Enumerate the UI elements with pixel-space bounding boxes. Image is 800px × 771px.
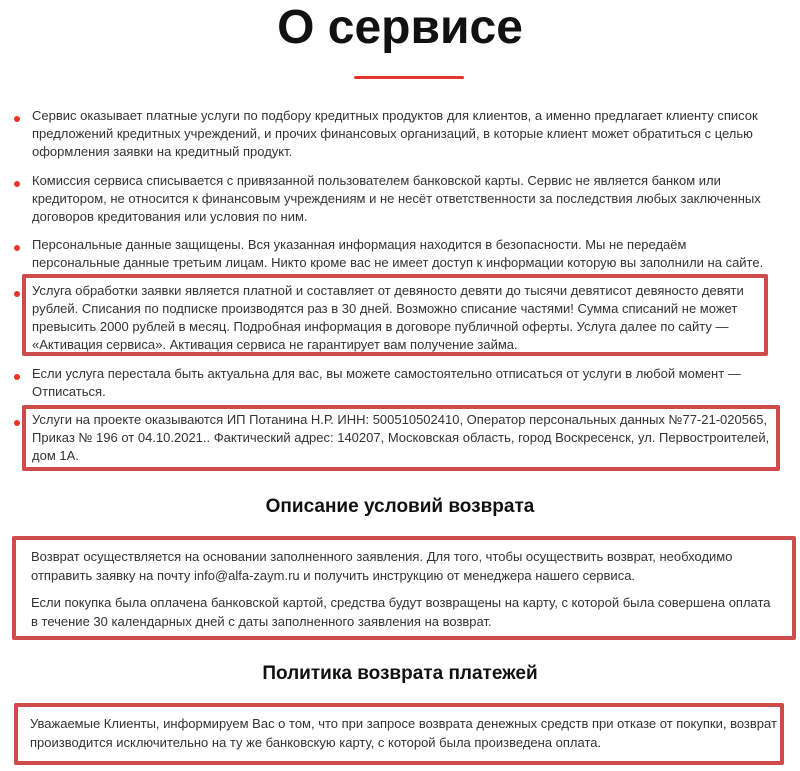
highlight-box-fee — [22, 274, 768, 356]
refund-conditions-heading: Описание условий возврата — [265, 496, 535, 517]
list-item-text: Услуга обработки заявки является платной и составляет от девяносто девяти до тысячи девятисот девяносто девяти рублей. Списания по подписке производятся раз в 30 дней. Возможно списание частями! Сумма списаний не может превысить 2000 рублей в месяц. Подробная информация в договоре публичной оферты. Услуга далее по сайту — «Активация сервиса». Активация сервиса не гарантирует вам получение займа. — [32, 283, 744, 352]
list-item-text: Услуги на проекте оказываются ИП Потанина Н.Р. ИНН: 500510502410, Оператор персональных данных №77-21-020565, Приказ № 196 от 04.10.2021.. Фактический адрес: 140207, Московская область, город Воскресенск, ул. Первостроителей, дом 1А. — [32, 412, 770, 463]
refund-conditions-paragraph: Если покупка была оплачена банковской картой, средства будут возвращены на карту, с которой была совершена оплата в течение 30 календарных дней с даты заполненного заявления на возврат. — [31, 595, 771, 629]
refund-policy-paragraph: Уважаемые Клиенты, информируем Вас о том, что при запросе возврата денежных средств при отказе от покупки, возврат производится исключительно на ту же банковскую карту, с которой была произведена оплата. — [30, 716, 777, 750]
refund-policy-heading: Политика возврата платежей — [262, 663, 538, 684]
list-item-text: Комиссия сервиса списывается с привязанной пользователем банковской карты. Сервис не является банком или кредитором, не относится к финансовым учреждениям и не несёт ответственности за последствия любых заключенных договоров кредитования или условия по ним. — [32, 173, 761, 224]
highlight-box-company — [22, 405, 780, 471]
title-underline — [354, 76, 464, 79]
bullet-dot — [14, 245, 20, 251]
list-item-text: Персональные данные защищены. Вся указанная информация находится в безопасности. Мы не передаём персональные данные третьим лицам. Никто кроме вас не имеет доступ к информации которую вы заполнили на сайте. — [32, 237, 764, 270]
bullet-dot — [14, 420, 20, 426]
list-item-text: Сервис оказывает платные услуги по подбору кредитных продуктов для клиентов, а именно предлагает клиенту список предложений кредитных учреждений, и прочих финансовых организаций, в которые клиент может обратиться с целью оформления заявки на кредитный продукт. — [32, 108, 758, 159]
list-item-text: Если услуга перестала быть актуальна для вас, вы можете самостоятельно отписаться от услуги в любой момент — Отписаться. — [32, 366, 741, 399]
bullet-dot — [14, 116, 20, 122]
refund-conditions-paragraph: Возврат осуществляется на основании заполненного заявления. Для того, чтобы осуществить возврат, необходимо отправить заявку на почту info@alfa-zaym.ru и получить инструкцию от менеджера нашего сервиса. — [31, 549, 733, 583]
bullet-dot — [14, 291, 20, 297]
bullet-dot — [14, 374, 20, 380]
bullet-dot — [14, 181, 20, 187]
page-title: О сервисе — [277, 1, 523, 54]
